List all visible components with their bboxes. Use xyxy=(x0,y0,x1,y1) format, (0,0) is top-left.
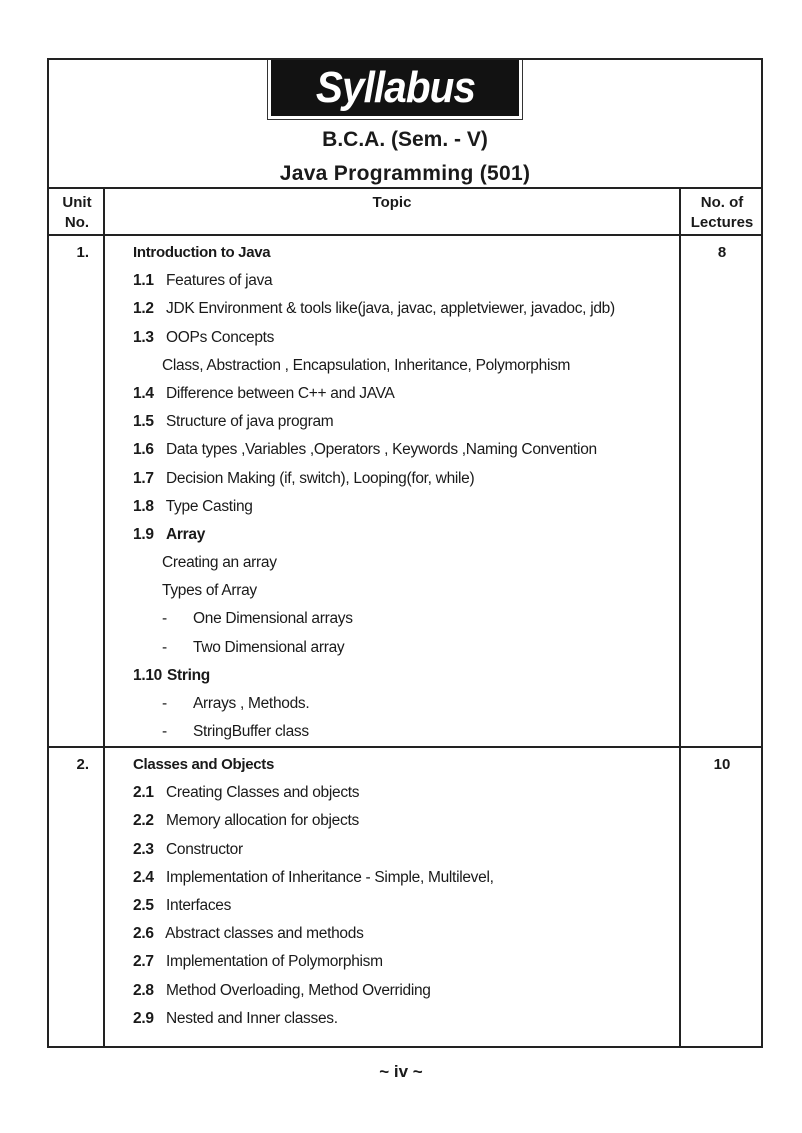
list-item: 1.9 Array xyxy=(133,525,206,543)
syllabus-badge-title: Syllabus xyxy=(315,63,475,112)
syllabus-frame xyxy=(47,58,763,1048)
list-item: 2.9 Nested and Inner classes. xyxy=(133,1009,338,1027)
unit-number: 1. xyxy=(76,244,89,261)
unit-number: 2. xyxy=(76,756,89,773)
topic-list xyxy=(133,756,673,1038)
list-item: 2.3 Constructor xyxy=(133,840,243,858)
program-title: B.C.A. (Sem. - V) xyxy=(322,128,488,151)
list-item: 1.5 Structure of java program xyxy=(133,413,334,431)
list-item: Class, Abstraction , Encapsulation, Inheritance, Polymorphism xyxy=(162,356,571,374)
list-item: 1.4 Difference between C++ and JAVA xyxy=(133,384,395,402)
list-item: - One Dimensional arrays xyxy=(162,610,353,628)
list-item: 2.1 Creating Classes and objects xyxy=(133,784,360,802)
lecture-count: 8 xyxy=(717,244,727,261)
list-item: 2.6 Abstract classes and methods xyxy=(133,925,364,943)
list-item: Creating an array xyxy=(162,554,277,572)
list-item: 2.8 Method Overloading, Method Overriding xyxy=(133,981,431,999)
course-title: Java Programming (501) xyxy=(279,162,531,185)
list-item: - Arrays , Methods. xyxy=(162,695,310,712)
unit-title: Classes and Objects xyxy=(133,756,275,773)
unit-title: Introduction to Java xyxy=(133,244,271,261)
table-row-unit-2 xyxy=(49,748,761,1048)
list-item: Types of Array xyxy=(162,582,257,600)
list-item: 1.7 Decision Making (if, switch), Looping(for, while) xyxy=(133,469,475,487)
list-item: 1.3 OOPs Concepts xyxy=(133,328,275,346)
table-row-unit-1 xyxy=(49,236,761,748)
syllabus-header xyxy=(49,60,761,188)
list-item: 1.8 Type Casting xyxy=(133,497,253,515)
topic-list xyxy=(133,244,673,751)
table-header-row xyxy=(49,187,761,236)
column-header-lectures: No. of Lectures xyxy=(690,194,754,231)
page-number: ~ iv ~ xyxy=(379,1062,423,1081)
syllabus-badge xyxy=(267,60,523,120)
list-item: 1.1 Features of java xyxy=(133,272,273,290)
list-item: 2.2 Memory allocation for objects xyxy=(133,812,359,830)
list-item: - Two Dimensional array xyxy=(162,638,345,656)
list-item: 1.2 JDK Environment & tools like(java, javac, appletviewer, javadoc, jdb) xyxy=(133,300,615,318)
list-item: - StringBuffer class xyxy=(162,723,309,741)
list-item: 2.5 Interfaces xyxy=(133,896,232,914)
list-item: 1.10 String xyxy=(133,666,210,684)
column-header-topic: Topic xyxy=(372,194,412,211)
list-item: 2.4 Implementation of Inheritance - Simple, Multilevel, xyxy=(133,868,494,886)
lecture-count: 10 xyxy=(713,756,731,773)
list-item: 1.6 Data types ,Variables ,Operators , Keywords ,Naming Convention xyxy=(133,441,597,459)
list-item: 2.7 Implementation of Polymorphism xyxy=(133,953,383,971)
column-header-unit: Unit No. xyxy=(62,194,92,231)
